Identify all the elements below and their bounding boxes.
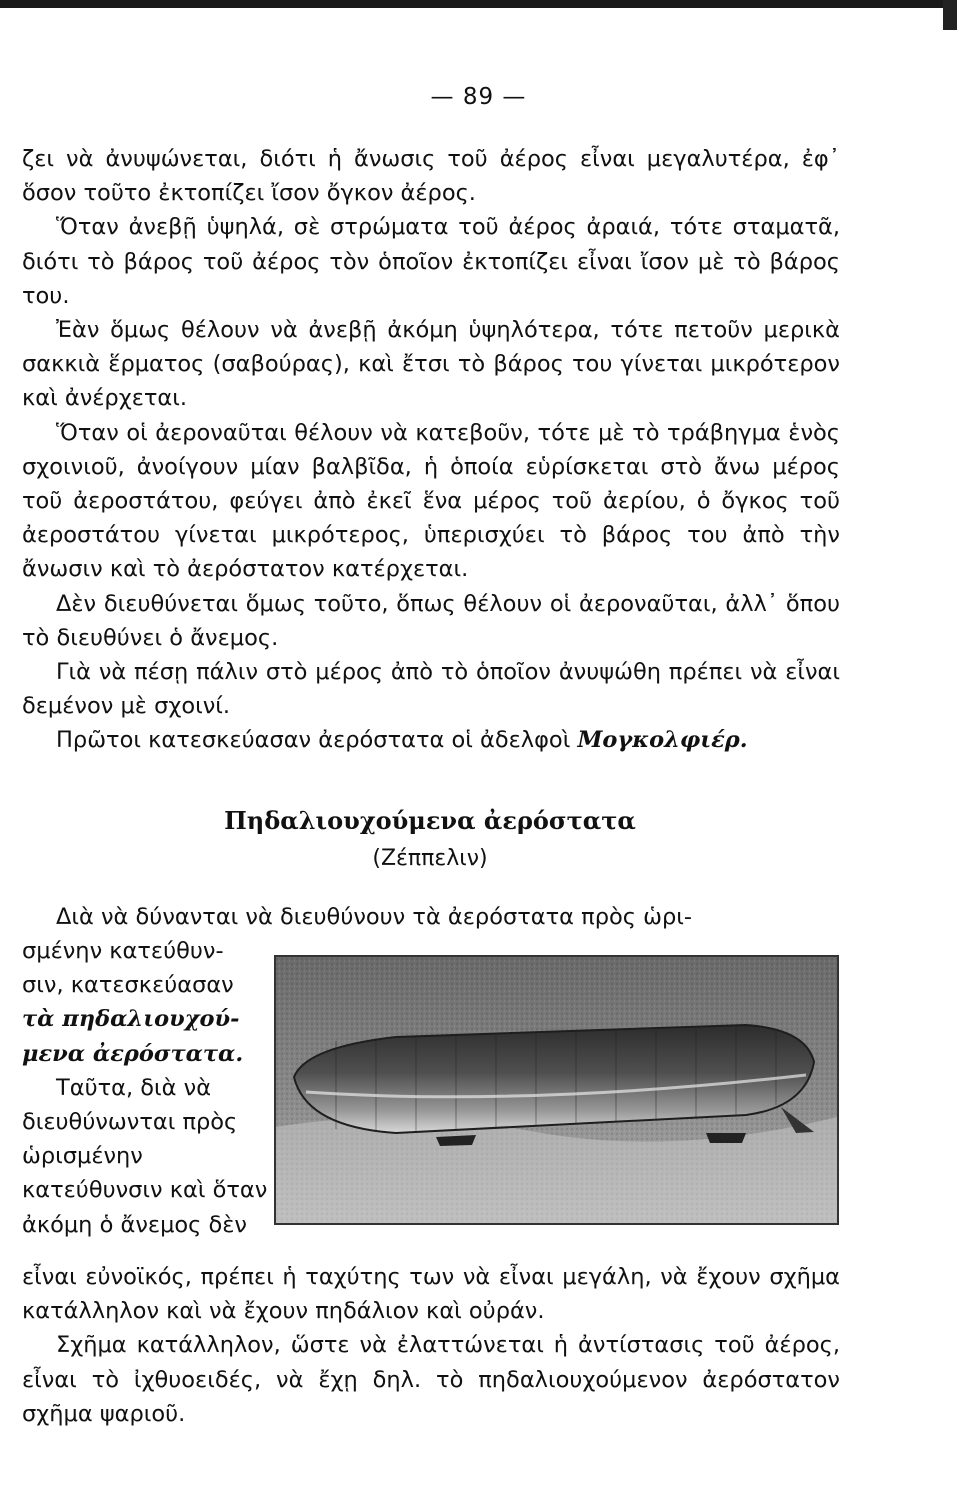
side-column	[22, 934, 274, 1242]
body-text-bottom	[22, 1260, 840, 1431]
intro-line: Διὰ νὰ δύνανται νὰ διευθύνουν τὰ ἀερόστατα πρὸς ὡρι-	[56, 904, 692, 930]
paragraph: Σχῆμα κατάλληλον, ὥστε νὰ ἐλαττώνεται ἡ ἀντίστασις τοῦ ἀέρος, εἶναι τὸ ἰχθυοειδές, νὰ ἔχῃ δηλ. τὸ πηδαλιουχούμενον ἀερόστατον σχῆμα ψαριοῦ.	[22, 1332, 840, 1427]
side-emph: τὰ πηδαλιουχού-	[22, 1006, 240, 1033]
montgolfier-name: Μογκολφιέρ.	[577, 727, 748, 754]
paragraph-montgolfier	[22, 723, 840, 757]
paragraph: Γιὰ νὰ πέσῃ πάλιν στὸ μέρος ἀπὸ τὸ ὁποῖον ἀνυψώθη πρέπει νὰ εἶναι δεμένον μὲ σχοινί.	[22, 659, 840, 720]
section-subtitle: (Ζέππελιν)	[372, 846, 488, 871]
side-emph: μενα ἀερόστατα.	[22, 1040, 244, 1067]
body-text-top	[22, 142, 840, 758]
side-paragraph: Ταῦτα, διὰ νὰ διευθύνωνται πρὸς ὡρισμένην κατεύθυνσιν καὶ ὅταν ἀκόμη ὁ ἄνεμος δὲν	[22, 1074, 268, 1238]
paragraph: Ὅταν ἀνεβῇ ὑψηλά, σὲ στρώματα τοῦ ἀέρος ἀραιά, τότε σταματᾶ, διότι τὸ βάρος τοῦ ἀέρος τὸν ὁποῖον ἐκτοπίζει εἶναι ἴσον μὲ τὸ βάρος του.	[22, 214, 840, 309]
page-number: — 89 —	[430, 84, 527, 110]
side-line: σιν, κατεσκεύασαν	[22, 972, 234, 999]
side-line: σμένην κατεύθυν-	[22, 938, 224, 964]
paragraph-lead: Πρῶτοι κατεσκεύασαν ἀερόστατα οἱ ἀδελφοὶ	[56, 727, 578, 754]
page-top-edge	[0, 0, 957, 8]
zeppelin-photo	[274, 955, 839, 1225]
section-title: Πηδαλιουχούμενα ἀερόστατα	[224, 806, 636, 835]
paragraph-continuation: εἶναι εὐνοϊκός, πρέπει ἡ ταχύτης των νὰ εἶναι μεγάλη, νὰ ἔχουν σχῆμα κατάλληλον καὶ νὰ ἔχουν πηδάλιον καὶ οὐράν.	[22, 1264, 840, 1325]
paragraph: Ὅταν οἱ ἀεροναῦται θέλουν νὰ κατεβοῦν, τότε μὲ τὸ τράβηγμα ἑνὸς σχοινιοῦ, ἀνοίγουν μίαν βαλβῖδα, ἡ ὁποία εὑρίσκεται στὸ ἄνω μέρος τοῦ ἀεροστάτου, φεύγει ἀπὸ ἐκεῖ ἕνα μέρος τοῦ ἀερίου, ὁ ὄγκος τοῦ ἀεροστάτου γίνεται μικρότερος, ὑπερισχύει τὸ βάρος του ἀπὸ τὴν ἄνωσιν καὶ τὸ ἀερόστατον κατέρχεται.	[22, 419, 840, 583]
paragraph: Δὲν διευθύνεται ὅμως τοῦτο, ὅπως θέλουν οἱ ἀεροναῦται, ἀλλ᾽ ὅπου τὸ διευθύνει ὁ ἄνεμος.	[22, 590, 840, 651]
zeppelin-illustration	[276, 957, 837, 1223]
intro-line-block	[22, 900, 840, 934]
paragraph-continuation: ζει νὰ ἀνυψώνεται, διότι ἡ ἄνωσις τοῦ ἀέρος εἶναι μεγαλυτέρα, ἐφ᾽ ὅσον τοῦτο ἐκτοπίζει ἴσον ὄγκον ἀέρος.	[22, 146, 840, 207]
page-corner-shadow	[943, 0, 957, 30]
paragraph: Ἐὰν ὅμως θέλουν νὰ ἀνεβῇ ἀκόμη ὑψηλότερα, τότε πετοῦν μερικὰ σακκιὰ ἕρματος (σαβούρας), καὶ ἔτσι τὸ βάρος του γίνεται μικρότερον καὶ ἀνέρχεται.	[22, 317, 840, 412]
